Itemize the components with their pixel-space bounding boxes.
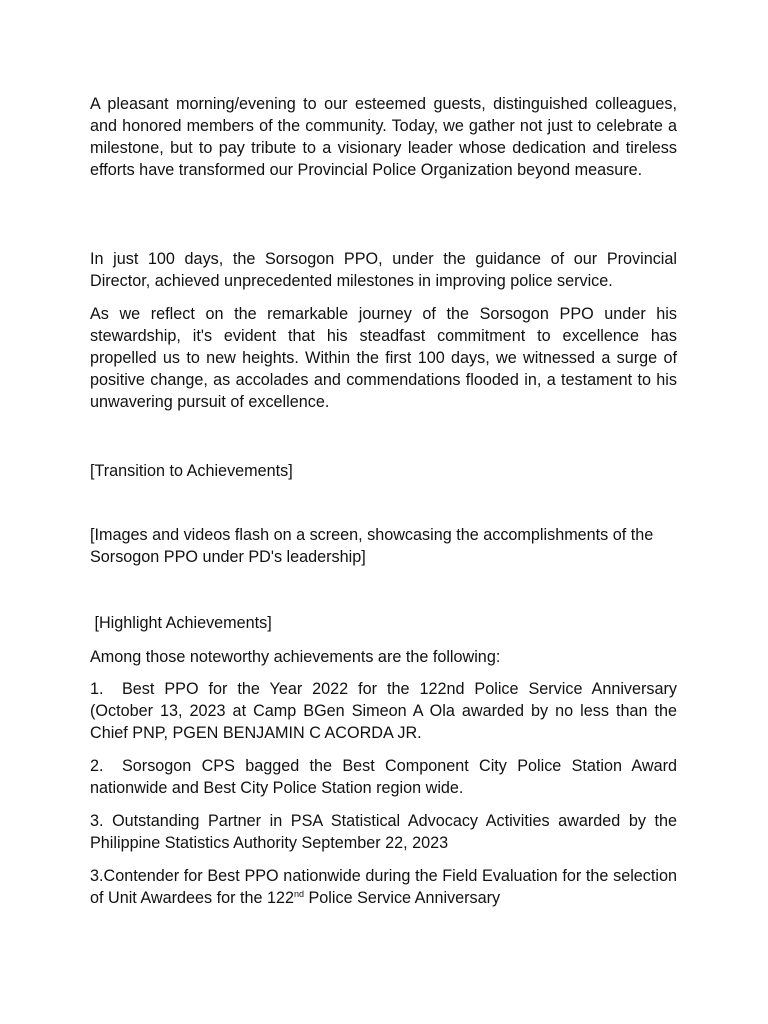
achievement-item-2: [90, 755, 677, 799]
item-text: Best PPO for the Year 2022 for the 122nd Police Service Anniversary (October 13, 2023 at Camp BGen Simeon A Ola awarded by no less than the Chief PNP, PGEN BENJAMIN C ACORDA JR.: [90, 680, 677, 742]
list-intro: Among those noteworthy achievements are the following:: [90, 648, 501, 666]
ordinal-superscript: nd: [293, 889, 304, 899]
item-number: 2.: [90, 757, 104, 775]
reflection-paragraph: As we reflect on the remarkable journey of the Sorsogon PPO under his stewardship, it's evident that his steadfast commitment to excellence has propelled us to new heights. Within the first 100 days, we witnessed a surge of positive change, as accolades and commendations flooded in, a testament to his unwavering pursuit of excellence.: [90, 305, 677, 411]
item-text: Sorsogon CPS bagged the Best Component City Police Station Award nationwide and Best City Police Station region wide.: [90, 757, 677, 797]
highlight-heading: [Highlight Achievements]: [90, 614, 272, 632]
images-note: [Images and videos flash on a screen, showcasing the accomplishments of the Sorsogon PPO under PD's leadership]: [90, 526, 654, 566]
item-number: 1.: [90, 680, 104, 698]
hundred-days-paragraph: In just 100 days, the Sorsogon PPO, under the guidance of our Provincial Director, achieved unprecedented milestones in improving police service.: [90, 250, 677, 290]
achievement-item-3: 3. Outstanding Partner in PSA Statistical Advocacy Activities awarded by the Philippine Statistics Authority September 22, 2023: [90, 812, 677, 852]
intro-paragraph: A pleasant morning/evening to our esteemed guests, distinguished colleagues, and honored members of the community. Today, we gather not just to celebrate a milestone, but to pay tribute to a visionary leader whose dedication and tireless efforts have transformed our Provincial Police Organization beyond measure.: [90, 95, 677, 179]
item-text: 3.Contender for Best PPO nationwide during the Field Evaluation for the selection of Unit Awardees for the 122: [90, 867, 677, 907]
achievement-item-1: [90, 678, 677, 744]
transition-heading: [Transition to Achievements]: [90, 462, 293, 480]
achievement-item-4: [90, 865, 677, 909]
item-text: Police Service Anniversary: [304, 889, 501, 907]
